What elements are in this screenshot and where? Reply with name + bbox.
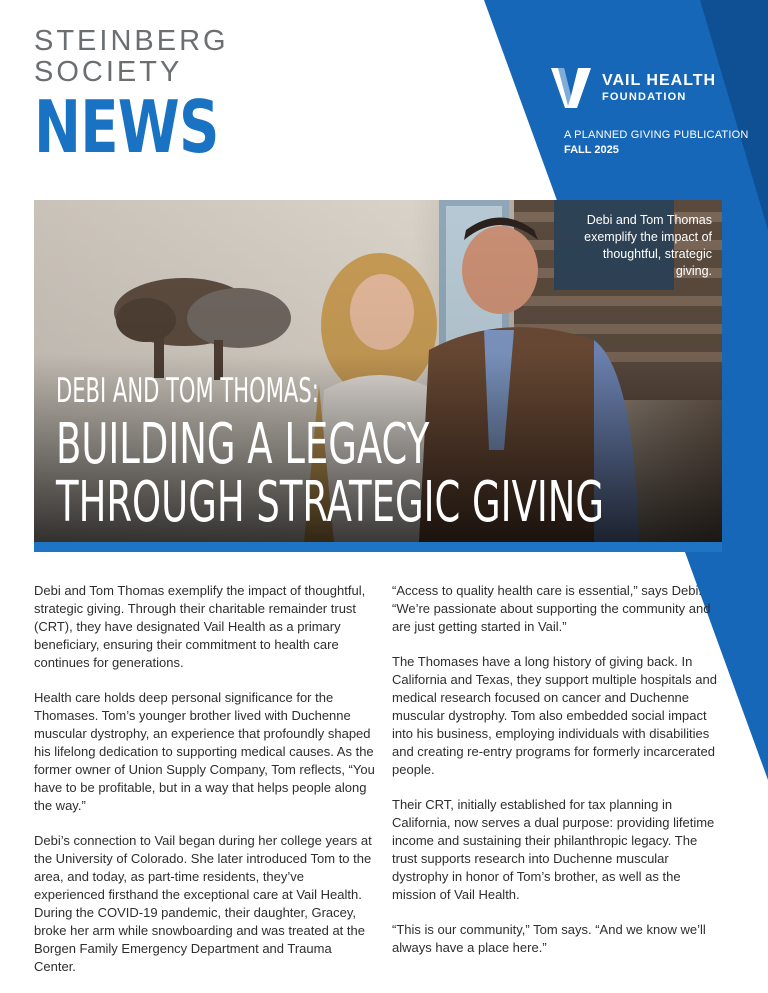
paragraph: Debi and Tom Thomas exemplify the impact of thoughtful, strategic giving. Through their charitable remainder trust (CRT), they have designated Vail Health as a primary beneficiary, ensuring their commitment to health care continues for generations. xyxy=(34,583,366,670)
masthead-line-2: SOCIETY xyxy=(34,56,183,88)
paragraph: Their CRT, initially established for tax planning in California, now serves a dual purpose: providing lifetime income and sustaining their philanthropic legacy. The trust supports research into Duchenne muscular dystrophy in honor of Tom’s brother, as well as the mission of Vail Health. xyxy=(392,797,715,902)
masthead-news: NEWS xyxy=(34,85,219,169)
paragraph: Debi’s connection to Vail began during her college years at the University of Colorado. She later introduced Tom to the area, and today, as part-time residents, they’ve experienced firsthand the exceptional care at Vail Health. During the COVID-19 pandemic, their daughter, Gracey, broke her arm while snowboarding and was treated at the Borgen Family Emergency Department and Trauma Center. xyxy=(34,833,372,974)
article-column-left xyxy=(34,582,376,993)
paragraph: Health care holds deep personal significance for the Thomases. Tom’s younger brother lived with Duchenne muscular dystrophy, an experience that profoundly shaped his lifelong dedication to supporting medical causes. As the former owner of Union Supply Company, Tom reflects, “You have to be profitable, but in a way that helps people along the way.” xyxy=(34,690,375,813)
paragraph: “Access to quality health care is essential,” says Debi. “We’re passionate about supporting the community and are just getting started in Vail.” xyxy=(392,583,711,634)
publication-label: A PLANNED GIVING PUBLICATION xyxy=(564,129,749,141)
v-logo-icon xyxy=(549,66,593,110)
vail-health-logo xyxy=(549,66,716,110)
feature-headline xyxy=(56,371,722,535)
headline-line-2: THROUGH STRATEGIC GIVING xyxy=(56,470,605,535)
headline-kicker: DEBI AND TOM THOMAS: xyxy=(56,371,319,411)
logo-subtitle: FOUNDATION xyxy=(602,91,687,103)
photo-accent-bar xyxy=(34,542,722,552)
paragraph: “This is our community,” Tom says. “And we know we’ll always have a place here.” xyxy=(392,922,706,955)
paragraph: The Thomases have a long history of giving back. In California and Texas, they support multiple hospitals and medical research focused on cancer and Duchenne muscular dystrophy. Tom also embedded social impact into his business, employing individuals with disabilities and creating re-entry programs for formerly incarcerated people. xyxy=(392,654,717,777)
masthead xyxy=(34,25,271,169)
photo-caption: Debi and Tom Thomas exemplify the impact of thoughtful, strategic giving. xyxy=(584,213,712,278)
headline-line-1: BUILDING A LEGACY xyxy=(56,412,430,477)
masthead-line-1: STEINBERG xyxy=(34,25,229,57)
feature-photo xyxy=(34,200,722,542)
publication-info xyxy=(564,128,749,158)
article-column-right xyxy=(392,582,722,974)
publication-season: FALL 2025 xyxy=(564,144,619,156)
logo-name: VAIL HEALTH xyxy=(602,72,717,89)
